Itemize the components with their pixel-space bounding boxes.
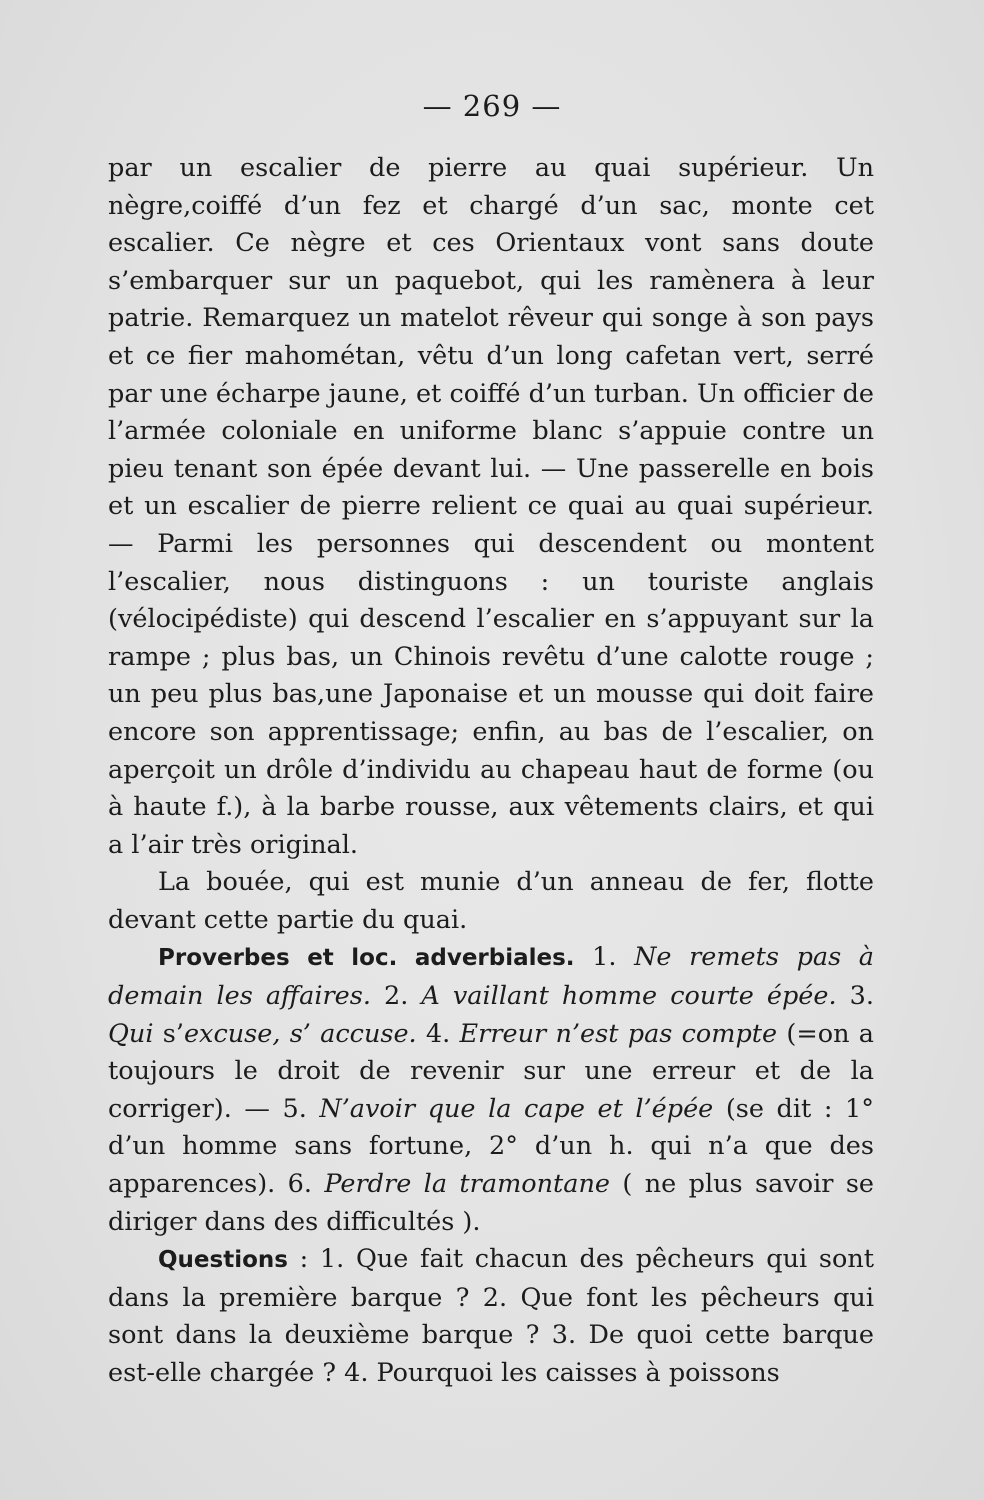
proverb-4-note: (=on a toujours le droit de revenir sur une erreur et de la corriger). — 5. (108, 1018, 874, 1124)
questions-text: : 1. Que fait chacun des pêcheurs qui sont dans la première barque ? 2. Que font les pêcheurs qui sont dans la deuxième barque ? 3. De quoi cette barque est-elle chargée ? 4. Pourquoi les caisses à poissons (108, 1244, 874, 1388)
proverb-3-apostrophe: s’ (153, 1018, 184, 1049)
proverbs-paragraph (108, 939, 874, 1241)
proverb-3-part-b: excuse, s’ accuse. (183, 1018, 417, 1049)
proverb-3-part-a: Qui (108, 1018, 154, 1049)
proverb-6: Perdre la tramontane (324, 1169, 610, 1200)
proverb-4: Erreur n’est pas compte (459, 1018, 778, 1049)
proverb-6-note: ( ne plus savoir se diriger dans des difficultés ). (108, 1169, 874, 1237)
proverb-4-number: 4. (416, 1018, 460, 1049)
page-number: — 269 — (422, 89, 562, 123)
proverb-5: N’avoir que la cape et l’épée (319, 1093, 714, 1124)
proverb-1-number: 1. (574, 942, 635, 973)
questions-heading: Questions (158, 1247, 288, 1274)
proverbs-heading: Proverbes et loc. adverbiales. (158, 945, 575, 972)
proverb-2: A vaillant homme courte épée. (421, 981, 837, 1012)
questions-paragraph (108, 1241, 874, 1392)
page-body (108, 150, 874, 1393)
proverb-2-number: 2. (370, 981, 422, 1012)
description-paragraph: par un escalier de pierre au quai supérieur. Un nègre,coiffé d’un fez et chargé d’un sac, monte cet escalier. Ce nègre et ces Orientaux vont sans doute s’embarquer sur un paquebot, qui les ramènera à leur patrie. Remarquez un matelot rêveur qui songe à son pays et ce fier mahométan, vêtu d’un long cafetan vert, serré par une écharpe jaune, et coiffé d’un turban. Un officier de l’armée coloniale en uniforme blanc s’appuie contre un pieu tenant son épée devant lui. — Une passerelle en bois et un escalier de pierre relient ce quai au quai supérieur. — Parmi les personnes qui descendent ou montent l’escalier, nous distinguons : un touriste anglais (vélocipédiste) qui descend l’escalier en s’appuyant sur la rampe ; plus bas, un Chinois revêtu d’une calotte rouge ; un peu plus bas,une Japonaise et un mousse qui doit faire encore son apprentissage; enfin, au bas de l’escalier, on aperçoit un drôle d’individu au chapeau haut de forme (ou à haute f.), à la barbe rousse, aux vêtements clairs, et qui a l’air très original. (108, 153, 874, 860)
buoy-paragraph: La bouée, qui est munie d’un anneau de fer, flotte devant cette partie du quai. (108, 867, 874, 935)
proverb-1: Ne remets pas à demain les affaires. (108, 942, 875, 1012)
proverb-5-note: (se dit : 1° d’un homme sans fortune, 2° d’un h. qui n’a que des apparences). 6. (108, 1093, 874, 1200)
proverb-3-number: 3. (836, 981, 874, 1012)
